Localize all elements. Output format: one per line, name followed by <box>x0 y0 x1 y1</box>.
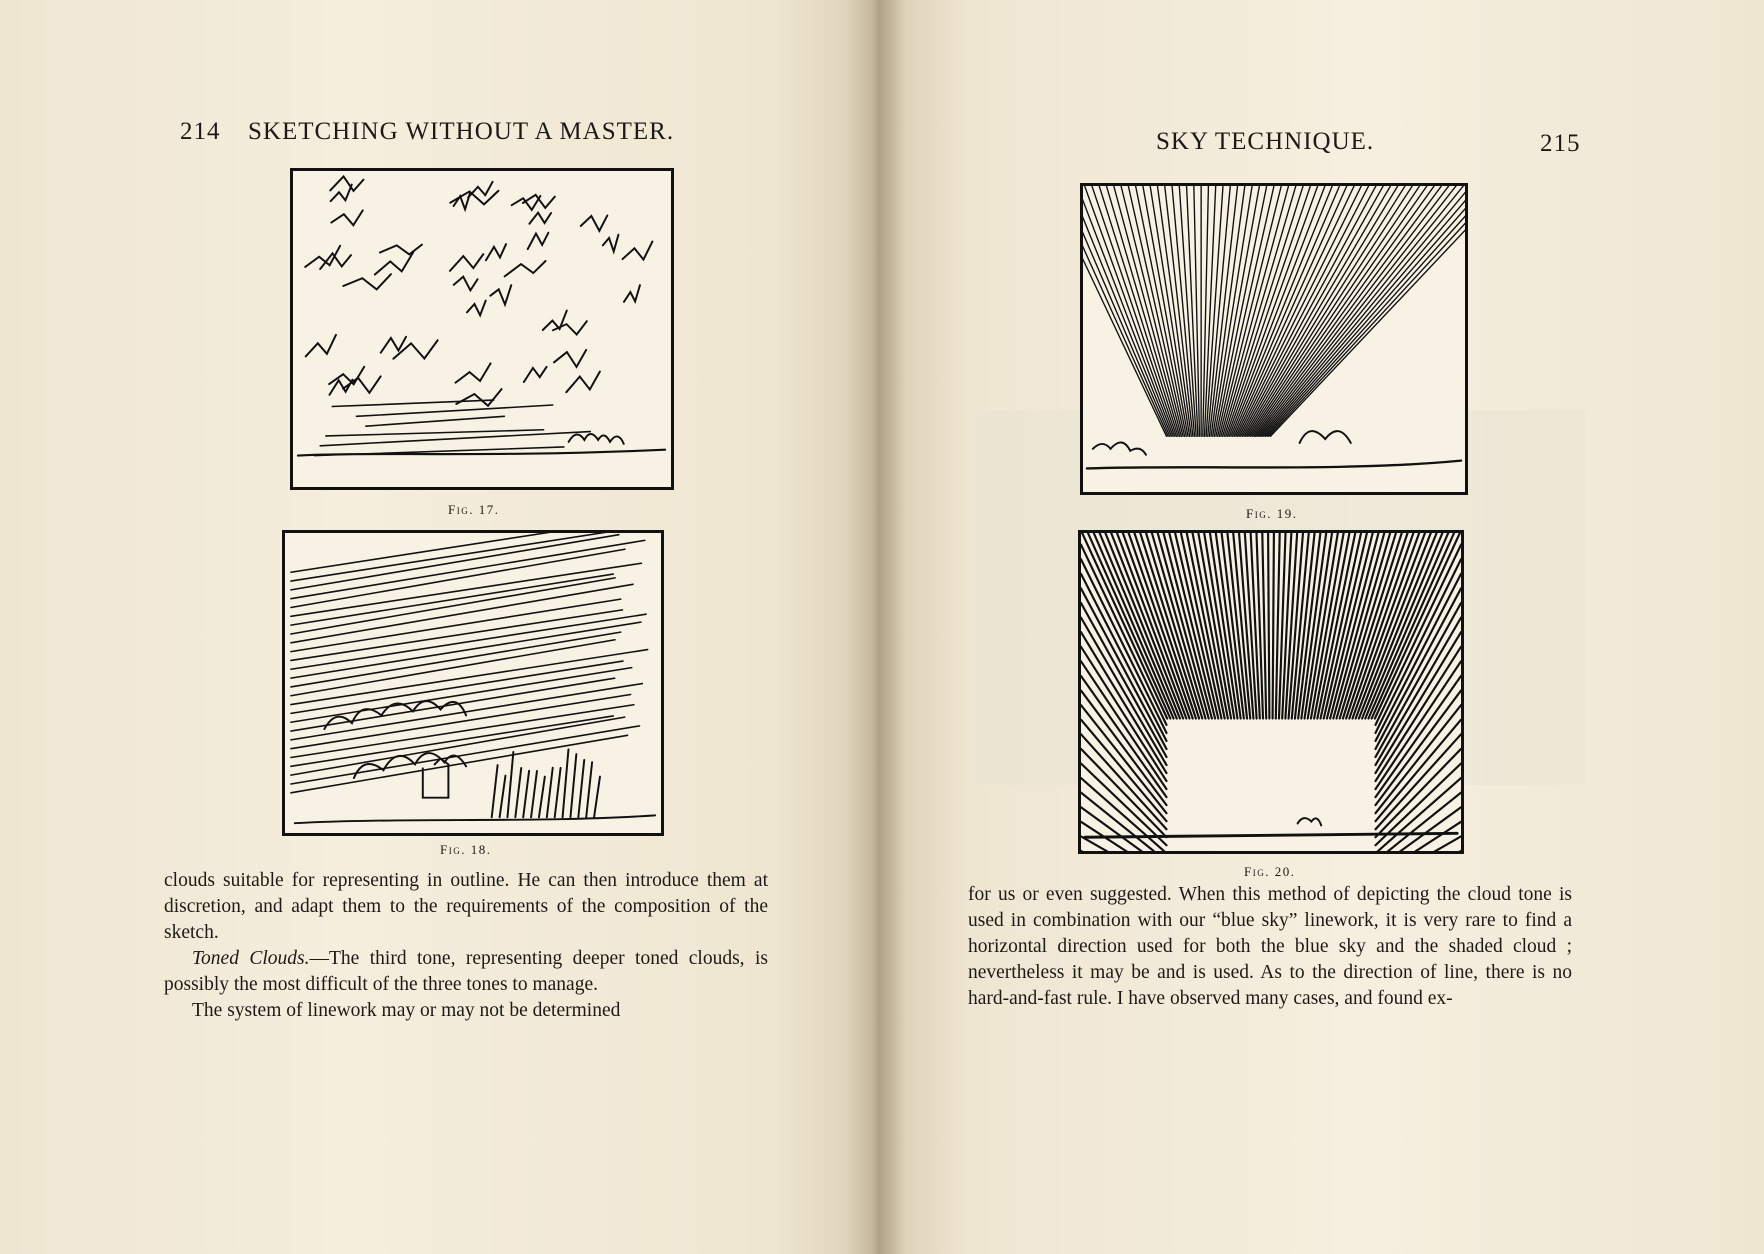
left-running-head: SKETCHING WITHOUT A MASTER. <box>248 118 675 145</box>
left-paragraph-3: The system of linework may or may not be determined <box>192 1000 621 1021</box>
right-running-head: SKY TECHNIQUE. <box>1156 128 1375 155</box>
toned-clouds-text: —The third tone, representing deeper toned clouds, is possibly the most difficult of the three tones to manage. <box>164 948 768 995</box>
book-gutter <box>846 0 906 1254</box>
figure-17-illustration <box>290 168 674 490</box>
figure-17-caption: Fig. 17. <box>448 502 500 517</box>
left-page <box>0 0 880 1254</box>
right-body-text <box>968 882 1572 1012</box>
figure-20-illustration <box>1078 530 1464 854</box>
left-body-text <box>164 868 768 1024</box>
figure-19-caption: Fig. 19. <box>1246 506 1298 521</box>
left-paragraph-1: clouds suitable for representing in outline. He can then introduce them at discretion, and adapt them to the requirements of the composition of the sketch. <box>164 870 768 943</box>
figure-20-caption: Fig. 20. <box>1244 864 1296 879</box>
figure-18-illustration <box>282 530 664 836</box>
figure-19-illustration <box>1080 183 1468 495</box>
right-page <box>880 0 1764 1254</box>
figure-18-caption: Fig. 18. <box>440 842 492 857</box>
left-page-number: 214 <box>180 118 221 145</box>
right-paragraph-1: for us or even suggested. When this method of depicting the cloud tone is used in combination with our “blue sky” linework, it is very rare to find a horizontal direction used for both the blue sky and the shaded cloud ; nevertheless it may be and is used. As to the direction of line, there is no hard-and-fast rule. I have observed many cases, and found ex- <box>968 884 1572 1009</box>
right-page-number: 215 <box>1540 130 1581 157</box>
toned-clouds-paragraph <box>164 946 768 998</box>
toned-clouds-heading: Toned Clouds. <box>192 948 310 969</box>
